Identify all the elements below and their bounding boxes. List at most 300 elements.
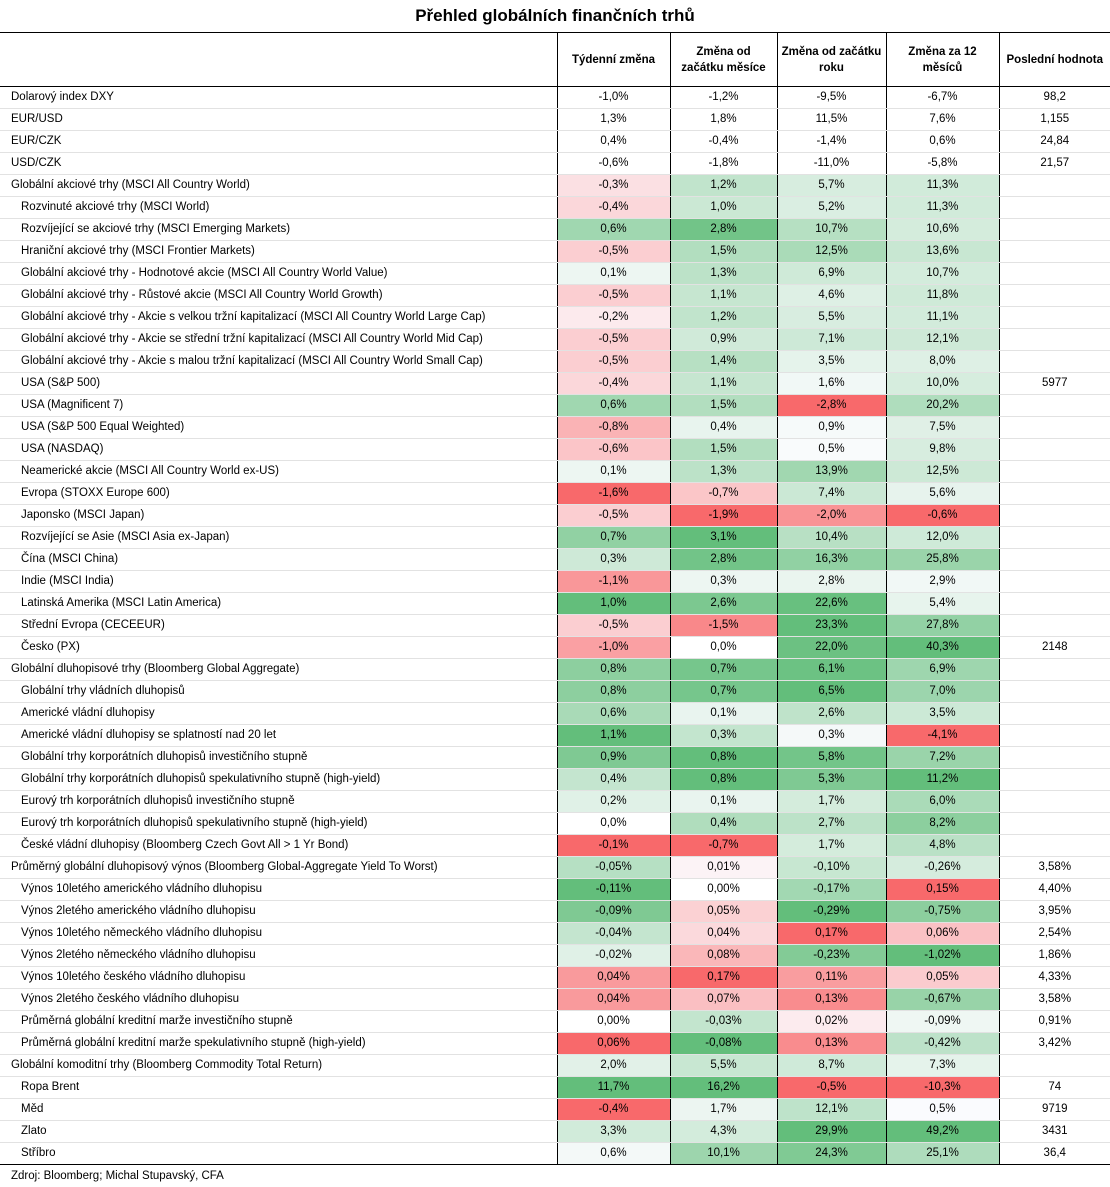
table-row: [0, 395, 1110, 417]
mtd-change-cell: 1,5%: [670, 439, 777, 461]
table-row: [0, 417, 1110, 439]
ytd-change-cell: 23,3%: [777, 615, 886, 637]
last-value-cell: 3431: [999, 1121, 1110, 1143]
table-row: [0, 703, 1110, 725]
weekly-change-cell: 0,8%: [557, 681, 670, 703]
ytd-change-cell: 0,13%: [777, 1033, 886, 1055]
last-value-cell: 9719: [999, 1099, 1110, 1121]
row-label: Eurový trh korporátních dluhopisů investičního stupně: [0, 791, 557, 813]
twelve-month-change-cell: -4,1%: [886, 725, 999, 747]
row-label: USA (NASDAQ): [0, 439, 557, 461]
weekly-change-cell: -0,5%: [557, 615, 670, 637]
weekly-change-cell: -0,04%: [557, 923, 670, 945]
twelve-month-change-cell: 27,8%: [886, 615, 999, 637]
last-value-cell: [999, 681, 1110, 703]
weekly-change-cell: -0,11%: [557, 879, 670, 901]
mtd-change-cell: 1,7%: [670, 1099, 777, 1121]
table-row: [0, 373, 1110, 395]
table-row: [0, 857, 1110, 879]
table-row: [0, 945, 1110, 967]
ytd-change-cell: -0,17%: [777, 879, 886, 901]
table-row: [0, 769, 1110, 791]
weekly-change-cell: 0,1%: [557, 461, 670, 483]
weekly-change-cell: 1,1%: [557, 725, 670, 747]
twelve-month-change-cell: 13,6%: [886, 241, 999, 263]
mtd-change-cell: -1,5%: [670, 615, 777, 637]
twelve-month-change-cell: 11,3%: [886, 197, 999, 219]
ytd-change-cell: 7,4%: [777, 483, 886, 505]
row-label: Výnos 10letého německého vládního dluhopisu: [0, 923, 557, 945]
ytd-change-cell: 6,5%: [777, 681, 886, 703]
weekly-change-cell: 2,0%: [557, 1055, 670, 1077]
twelve-month-change-cell: 11,1%: [886, 307, 999, 329]
last-value-cell: 2148: [999, 637, 1110, 659]
row-label: Střední Evropa (CECEEUR): [0, 615, 557, 637]
table-row: [0, 1033, 1110, 1055]
last-value-cell: 4,33%: [999, 967, 1110, 989]
ytd-change-cell: 0,9%: [777, 417, 886, 439]
ytd-change-cell: 0,17%: [777, 923, 886, 945]
row-label: Hraniční akciové trhy (MSCI Frontier Markets): [0, 241, 557, 263]
weekly-change-cell: -0,5%: [557, 241, 670, 263]
table-row: [0, 593, 1110, 615]
ytd-change-cell: 5,3%: [777, 769, 886, 791]
ytd-change-cell: 11,5%: [777, 109, 886, 131]
twelve-month-change-cell: 0,06%: [886, 923, 999, 945]
mtd-change-cell: 1,2%: [670, 175, 777, 197]
row-label: Globální dluhopisové trhy (Bloomberg Global Aggregate): [0, 659, 557, 681]
last-value-cell: 21,57: [999, 153, 1110, 175]
ytd-change-cell: 5,8%: [777, 747, 886, 769]
twelve-month-change-cell: 5,6%: [886, 483, 999, 505]
row-label: Americké vládní dluhopisy se splatností nad 20 let: [0, 725, 557, 747]
row-label: Měd: [0, 1099, 557, 1121]
weekly-change-cell: -0,6%: [557, 153, 670, 175]
ytd-change-cell: 0,13%: [777, 989, 886, 1011]
ytd-change-cell: 1,7%: [777, 835, 886, 857]
mtd-change-cell: 0,0%: [670, 637, 777, 659]
mtd-change-cell: 0,9%: [670, 329, 777, 351]
weekly-change-cell: -0,02%: [557, 945, 670, 967]
table-title: Přehled globálních finančních trhů: [0, 0, 1110, 33]
last-value-cell: 4,40%: [999, 879, 1110, 901]
ytd-change-cell: 22,6%: [777, 593, 886, 615]
market-overview-table: [0, 33, 1110, 1165]
ytd-change-cell: 29,9%: [777, 1121, 886, 1143]
mtd-change-cell: 0,3%: [670, 725, 777, 747]
weekly-change-cell: -0,8%: [557, 417, 670, 439]
twelve-month-change-cell: 7,5%: [886, 417, 999, 439]
row-label: Výnos 10letého českého vládního dluhopisu: [0, 967, 557, 989]
mtd-change-cell: 0,00%: [670, 879, 777, 901]
weekly-change-cell: 0,3%: [557, 549, 670, 571]
twelve-month-change-cell: 0,5%: [886, 1099, 999, 1121]
mtd-change-cell: -1,2%: [670, 87, 777, 109]
twelve-month-change-cell: -1,02%: [886, 945, 999, 967]
header-cell-ytd: Změna od začátku roku: [777, 33, 886, 87]
row-label: Průměrný globální dluhopisový výnos (Bloomberg Global-Aggregate Yield To Worst): [0, 857, 557, 879]
row-label: Eurový trh korporátních dluhopisů spekulativního stupně (high-yield): [0, 813, 557, 835]
table-row: [0, 923, 1110, 945]
last-value-cell: [999, 351, 1110, 373]
last-value-cell: [999, 175, 1110, 197]
row-label: Globální akciové trhy - Akcie s malou tržní kapitalizací (MSCI All Country World Small Cap): [0, 351, 557, 373]
mtd-change-cell: -0,7%: [670, 835, 777, 857]
twelve-month-change-cell: 11,3%: [886, 175, 999, 197]
twelve-month-change-cell: 10,6%: [886, 219, 999, 241]
last-value-cell: [999, 747, 1110, 769]
ytd-change-cell: -9,5%: [777, 87, 886, 109]
weekly-change-cell: -0,5%: [557, 329, 670, 351]
last-value-cell: [999, 703, 1110, 725]
weekly-change-cell: -0,05%: [557, 857, 670, 879]
twelve-month-change-cell: 0,6%: [886, 131, 999, 153]
table-row: [0, 285, 1110, 307]
weekly-change-cell: -1,0%: [557, 637, 670, 659]
twelve-month-change-cell: 6,9%: [886, 659, 999, 681]
last-value-cell: [999, 461, 1110, 483]
weekly-change-cell: 0,6%: [557, 395, 670, 417]
mtd-change-cell: 0,8%: [670, 747, 777, 769]
last-value-cell: 36,4: [999, 1143, 1110, 1165]
row-label: České vládní dluhopisy (Bloomberg Czech Govt All > 1 Yr Bond): [0, 835, 557, 857]
row-label: Stříbro: [0, 1143, 557, 1165]
table-body: [0, 87, 1110, 1165]
ytd-change-cell: 5,7%: [777, 175, 886, 197]
weekly-change-cell: 0,0%: [557, 813, 670, 835]
weekly-change-cell: -0,09%: [557, 901, 670, 923]
ytd-change-cell: 2,8%: [777, 571, 886, 593]
twelve-month-change-cell: 20,2%: [886, 395, 999, 417]
mtd-change-cell: 0,4%: [670, 813, 777, 835]
row-label: Americké vládní dluhopisy: [0, 703, 557, 725]
mtd-change-cell: -0,7%: [670, 483, 777, 505]
ytd-change-cell: 0,11%: [777, 967, 886, 989]
mtd-change-cell: 0,04%: [670, 923, 777, 945]
table-row: [0, 307, 1110, 329]
table-row: [0, 461, 1110, 483]
ytd-change-cell: 3,5%: [777, 351, 886, 373]
table-row: [0, 505, 1110, 527]
twelve-month-change-cell: -6,7%: [886, 87, 999, 109]
weekly-change-cell: 0,2%: [557, 791, 670, 813]
twelve-month-change-cell: -0,26%: [886, 857, 999, 879]
twelve-month-change-cell: 11,8%: [886, 285, 999, 307]
twelve-month-change-cell: 0,05%: [886, 967, 999, 989]
twelve-month-change-cell: 5,4%: [886, 593, 999, 615]
row-label: Globální trhy korporátních dluhopisů investičního stupně: [0, 747, 557, 769]
ytd-change-cell: 10,7%: [777, 219, 886, 241]
weekly-change-cell: 0,6%: [557, 1143, 670, 1165]
row-label: Globální akciové trhy - Hodnotové akcie (MSCI All Country World Value): [0, 263, 557, 285]
ytd-change-cell: 0,3%: [777, 725, 886, 747]
twelve-month-change-cell: 25,1%: [886, 1143, 999, 1165]
twelve-month-change-cell: -0,75%: [886, 901, 999, 923]
mtd-change-cell: 1,2%: [670, 307, 777, 329]
twelve-month-change-cell: 9,8%: [886, 439, 999, 461]
weekly-change-cell: 0,4%: [557, 769, 670, 791]
header-cell-mtd: Změna od začátku měsíce: [670, 33, 777, 87]
weekly-change-cell: -1,0%: [557, 87, 670, 109]
row-label: Průměrná globální kreditní marže spekulativního stupně (high-yield): [0, 1033, 557, 1055]
ytd-change-cell: 0,5%: [777, 439, 886, 461]
row-label: USD/CZK: [0, 153, 557, 175]
last-value-cell: [999, 505, 1110, 527]
ytd-change-cell: 24,3%: [777, 1143, 886, 1165]
twelve-month-change-cell: 2,9%: [886, 571, 999, 593]
weekly-change-cell: 0,7%: [557, 527, 670, 549]
twelve-month-change-cell: 49,2%: [886, 1121, 999, 1143]
mtd-change-cell: -0,03%: [670, 1011, 777, 1033]
twelve-month-change-cell: 8,0%: [886, 351, 999, 373]
table-row: [0, 439, 1110, 461]
twelve-month-change-cell: -0,6%: [886, 505, 999, 527]
mtd-change-cell: -0,08%: [670, 1033, 777, 1055]
weekly-change-cell: 1,0%: [557, 593, 670, 615]
table-row: [0, 197, 1110, 219]
mtd-change-cell: 2,8%: [670, 549, 777, 571]
row-label: Neamerické akcie (MSCI All Country World ex-US): [0, 461, 557, 483]
mtd-change-cell: 16,2%: [670, 1077, 777, 1099]
mtd-change-cell: 0,7%: [670, 659, 777, 681]
ytd-change-cell: -2,0%: [777, 505, 886, 527]
last-value-cell: [999, 769, 1110, 791]
row-label: Globální komoditní trhy (Bloomberg Commodity Total Return): [0, 1055, 557, 1077]
twelve-month-change-cell: 10,0%: [886, 373, 999, 395]
weekly-change-cell: -0,5%: [557, 285, 670, 307]
twelve-month-change-cell: 0,15%: [886, 879, 999, 901]
last-value-cell: [999, 615, 1110, 637]
ytd-change-cell: 5,2%: [777, 197, 886, 219]
table-row: [0, 835, 1110, 857]
row-label: Rozvinuté akciové trhy (MSCI World): [0, 197, 557, 219]
table-row: [0, 725, 1110, 747]
mtd-change-cell: -1,8%: [670, 153, 777, 175]
last-value-cell: [999, 395, 1110, 417]
row-label: Globální akciové trhy - Akcie s velkou tržní kapitalizací (MSCI All Country World Large Cap): [0, 307, 557, 329]
header-cell-last: Poslední hodnota: [999, 33, 1110, 87]
ytd-change-cell: 6,1%: [777, 659, 886, 681]
mtd-change-cell: 1,1%: [670, 373, 777, 395]
table-row: [0, 527, 1110, 549]
mtd-change-cell: 0,01%: [670, 857, 777, 879]
row-label: Japonsko (MSCI Japan): [0, 505, 557, 527]
twelve-month-change-cell: 7,3%: [886, 1055, 999, 1077]
row-label: Česko (PX): [0, 637, 557, 659]
last-value-cell: 98,2: [999, 87, 1110, 109]
row-label: Globální akciové trhy - Akcie se střední tržní kapitalizací (MSCI All Country World Mid Cap): [0, 329, 557, 351]
last-value-cell: [999, 593, 1110, 615]
mtd-change-cell: 1,0%: [670, 197, 777, 219]
last-value-cell: [999, 813, 1110, 835]
mtd-change-cell: 10,1%: [670, 1143, 777, 1165]
weekly-change-cell: 0,04%: [557, 967, 670, 989]
mtd-change-cell: 0,3%: [670, 571, 777, 593]
last-value-cell: 5977: [999, 373, 1110, 395]
weekly-change-cell: -0,1%: [557, 835, 670, 857]
ytd-change-cell: -0,23%: [777, 945, 886, 967]
table-row: [0, 659, 1110, 681]
row-label: Latinská Amerika (MSCI Latin America): [0, 593, 557, 615]
twelve-month-change-cell: -0,09%: [886, 1011, 999, 1033]
mtd-change-cell: 2,8%: [670, 219, 777, 241]
twelve-month-change-cell: 3,5%: [886, 703, 999, 725]
last-value-cell: [999, 791, 1110, 813]
row-label: Rozvíjející se akciové trhy (MSCI Emerging Markets): [0, 219, 557, 241]
ytd-change-cell: 22,0%: [777, 637, 886, 659]
mtd-change-cell: 0,1%: [670, 703, 777, 725]
weekly-change-cell: 0,1%: [557, 263, 670, 285]
weekly-change-cell: 0,04%: [557, 989, 670, 1011]
mtd-change-cell: 3,1%: [670, 527, 777, 549]
weekly-change-cell: -1,1%: [557, 571, 670, 593]
header-cell-12m: Změna za 12 měsíců: [886, 33, 999, 87]
table-row: [0, 109, 1110, 131]
weekly-change-cell: 11,7%: [557, 1077, 670, 1099]
table-row: [0, 1121, 1110, 1143]
table-row: [0, 879, 1110, 901]
mtd-change-cell: 1,3%: [670, 461, 777, 483]
ytd-change-cell: -0,10%: [777, 857, 886, 879]
row-label: Ropa Brent: [0, 1077, 557, 1099]
mtd-change-cell: 1,3%: [670, 263, 777, 285]
last-value-cell: [999, 725, 1110, 747]
ytd-change-cell: -11,0%: [777, 153, 886, 175]
last-value-cell: [999, 483, 1110, 505]
mtd-change-cell: 1,8%: [670, 109, 777, 131]
mtd-change-cell: -1,9%: [670, 505, 777, 527]
row-label: Výnos 2letého německého vládního dluhopisu: [0, 945, 557, 967]
last-value-cell: [999, 439, 1110, 461]
last-value-cell: 3,58%: [999, 857, 1110, 879]
table-row: [0, 967, 1110, 989]
mtd-change-cell: 4,3%: [670, 1121, 777, 1143]
table-row: [0, 87, 1110, 109]
mtd-change-cell: 1,5%: [670, 241, 777, 263]
table-row: [0, 1143, 1110, 1165]
header-cell-name: [0, 33, 557, 87]
weekly-change-cell: -1,6%: [557, 483, 670, 505]
row-label: USA (Magnificent 7): [0, 395, 557, 417]
table-row: [0, 549, 1110, 571]
mtd-change-cell: 1,1%: [670, 285, 777, 307]
table-row: [0, 241, 1110, 263]
mtd-change-cell: 0,07%: [670, 989, 777, 1011]
last-value-cell: [999, 329, 1110, 351]
ytd-change-cell: 1,6%: [777, 373, 886, 395]
header-cell-weekly: Týdenní změna: [557, 33, 670, 87]
twelve-month-change-cell: -5,8%: [886, 153, 999, 175]
row-label: Výnos 10letého amerického vládního dluhopisu: [0, 879, 557, 901]
weekly-change-cell: -0,4%: [557, 1099, 670, 1121]
row-label: Výnos 2letého amerického vládního dluhopisu: [0, 901, 557, 923]
ytd-change-cell: -1,4%: [777, 131, 886, 153]
weekly-change-cell: 3,3%: [557, 1121, 670, 1143]
table-row: [0, 681, 1110, 703]
ytd-change-cell: 16,3%: [777, 549, 886, 571]
ytd-change-cell: -0,5%: [777, 1077, 886, 1099]
ytd-change-cell: 5,5%: [777, 307, 886, 329]
last-value-cell: 24,84: [999, 131, 1110, 153]
weekly-change-cell: -0,4%: [557, 197, 670, 219]
row-label: Dolarový index DXY: [0, 87, 557, 109]
last-value-cell: [999, 219, 1110, 241]
mtd-change-cell: 0,08%: [670, 945, 777, 967]
last-value-cell: 1,86%: [999, 945, 1110, 967]
ytd-change-cell: -2,8%: [777, 395, 886, 417]
twelve-month-change-cell: -10,3%: [886, 1077, 999, 1099]
last-value-cell: 1,155: [999, 109, 1110, 131]
last-value-cell: [999, 241, 1110, 263]
row-label: Výnos 2letého českého vládního dluhopisu: [0, 989, 557, 1011]
mtd-change-cell: 0,1%: [670, 791, 777, 813]
twelve-month-change-cell: 12,0%: [886, 527, 999, 549]
twelve-month-change-cell: 12,5%: [886, 461, 999, 483]
last-value-cell: 3,95%: [999, 901, 1110, 923]
ytd-change-cell: 0,02%: [777, 1011, 886, 1033]
ytd-change-cell: 12,1%: [777, 1099, 886, 1121]
last-value-cell: [999, 571, 1110, 593]
weekly-change-cell: 0,06%: [557, 1033, 670, 1055]
mtd-change-cell: 1,5%: [670, 395, 777, 417]
table-row: [0, 571, 1110, 593]
table-row: [0, 747, 1110, 769]
row-label: Globální trhy korporátních dluhopisů spekulativního stupně (high-yield): [0, 769, 557, 791]
mtd-change-cell: 0,4%: [670, 417, 777, 439]
row-label: Rozvíjející se Asie (MSCI Asia ex-Japan): [0, 527, 557, 549]
last-value-cell: 2,54%: [999, 923, 1110, 945]
weekly-change-cell: -0,5%: [557, 351, 670, 373]
row-label: Indie (MSCI India): [0, 571, 557, 593]
table-row: [0, 791, 1110, 813]
mtd-change-cell: 0,17%: [670, 967, 777, 989]
last-value-cell: 74: [999, 1077, 1110, 1099]
twelve-month-change-cell: 25,8%: [886, 549, 999, 571]
twelve-month-change-cell: 12,1%: [886, 329, 999, 351]
mtd-change-cell: 0,05%: [670, 901, 777, 923]
table-row: [0, 637, 1110, 659]
header-row: [0, 33, 1110, 87]
mtd-change-cell: -0,4%: [670, 131, 777, 153]
row-label: EUR/USD: [0, 109, 557, 131]
ytd-change-cell: 4,6%: [777, 285, 886, 307]
last-value-cell: [999, 835, 1110, 857]
twelve-month-change-cell: -0,67%: [886, 989, 999, 1011]
table-row: [0, 901, 1110, 923]
last-value-cell: [999, 197, 1110, 219]
weekly-change-cell: 0,8%: [557, 659, 670, 681]
table-row: [0, 483, 1110, 505]
table-row: [0, 813, 1110, 835]
mtd-change-cell: 5,5%: [670, 1055, 777, 1077]
table-row: [0, 219, 1110, 241]
table-row: [0, 615, 1110, 637]
table-row: [0, 1099, 1110, 1121]
twelve-month-change-cell: 7,0%: [886, 681, 999, 703]
ytd-change-cell: 2,7%: [777, 813, 886, 835]
twelve-month-change-cell: 4,8%: [886, 835, 999, 857]
mtd-change-cell: 2,6%: [670, 593, 777, 615]
ytd-change-cell: 12,5%: [777, 241, 886, 263]
twelve-month-change-cell: 40,3%: [886, 637, 999, 659]
table-row: [0, 175, 1110, 197]
last-value-cell: [999, 417, 1110, 439]
row-label: EUR/CZK: [0, 131, 557, 153]
twelve-month-change-cell: 6,0%: [886, 791, 999, 813]
last-value-cell: [999, 659, 1110, 681]
last-value-cell: [999, 285, 1110, 307]
weekly-change-cell: -0,4%: [557, 373, 670, 395]
